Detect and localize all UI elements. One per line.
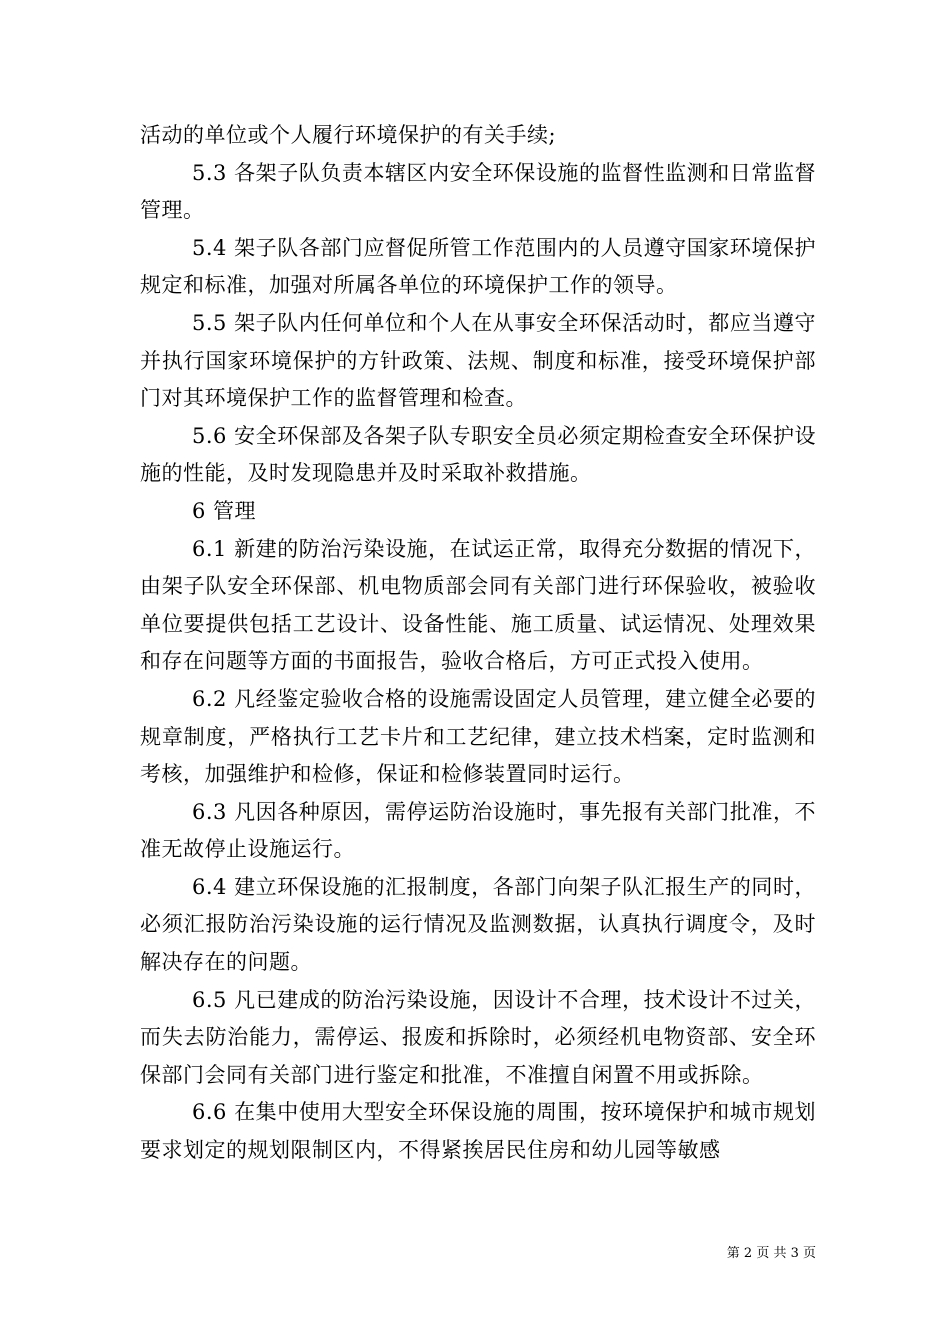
paragraph-6-5: 6.5 凡已建成的防治污染设施，因设计不合理，技术设计不过关，而失去防治能力，需停运、报废和拆除时，必须经机电物资部、安全环保部门会同有关部门进行鉴定和批准，不准擅自闲置不用或拆除。 <box>140 987 816 1087</box>
paragraph-5-4: 5.4 架子队各部门应督促所管工作范围内的人员遵守国家环境保护规定和标准，加强对所属各单位的环境保护工作的领导。 <box>140 235 816 298</box>
page-number-footer: 第 2 页 共 3 页 <box>726 1246 816 1261</box>
paragraph-6-1: 6.1 新建的防治污染设施，在试运正常，取得充分数据的情况下，由架子队安全环保部、机电物质部会同有关部门进行环保验收，被验收单位要提供包括工艺设计、设备性能、施工质量、试运情况、处理效果和存在问题等方面的书面报告，验收合格后，方可正式投入使用。 <box>140 536 816 674</box>
paragraph-6-4: 6.4 建立环保设施的汇报制度，各部门向架子队汇报生产的同时，必须汇报防治污染设施的运行情况及监测数据，认真执行调度令，及时解决存在的问题。 <box>140 874 816 975</box>
paragraph-5-5: 5.5 架子队内任何单位和个人在从事安全环保活动时，都应当遵守并执行国家环境保护的方针政策、法规、制度和标准，接受环境保护部门对其环境保护工作的监督管理和检查。 <box>140 310 816 411</box>
section-heading-6: 6 管理 <box>192 498 257 523</box>
paragraph-6-3: 6.3 凡因各种原因，需停运防治设施时，事先报有关部门批准，不准无故停止设施运行。 <box>140 799 816 862</box>
paragraph-6-6: 6.6 在集中使用大型安全环保设施的周围，按环境保护和城市规划要求划定的规划限制区内，不得紧挨居民住房和幼儿园等敏感 <box>140 1100 816 1163</box>
paragraph-6-2: 6.2 凡经鉴定验收合格的设施需设固定人员管理，建立健全必要的规章制度，严格执行工艺卡片和工艺纪律，建立技术档案，定时监测和考核，加强维护和检修，保证和检修装置同时运行。 <box>140 686 816 787</box>
paragraph-5-6: 5.6 安全环保部及各架子队专职安全员必须定期检查安全环保护设施的性能，及时发现隐患并及时采取补救措施。 <box>140 423 816 486</box>
document-body <box>140 117 816 1170</box>
paragraph-continuation: 活动的单位或个人履行环境保护的有关手续; <box>140 123 557 147</box>
paragraph-5-3: 5.3 各架子队负责本辖区内安全环保设施的监督性监测和日常监督管理。 <box>140 160 816 223</box>
